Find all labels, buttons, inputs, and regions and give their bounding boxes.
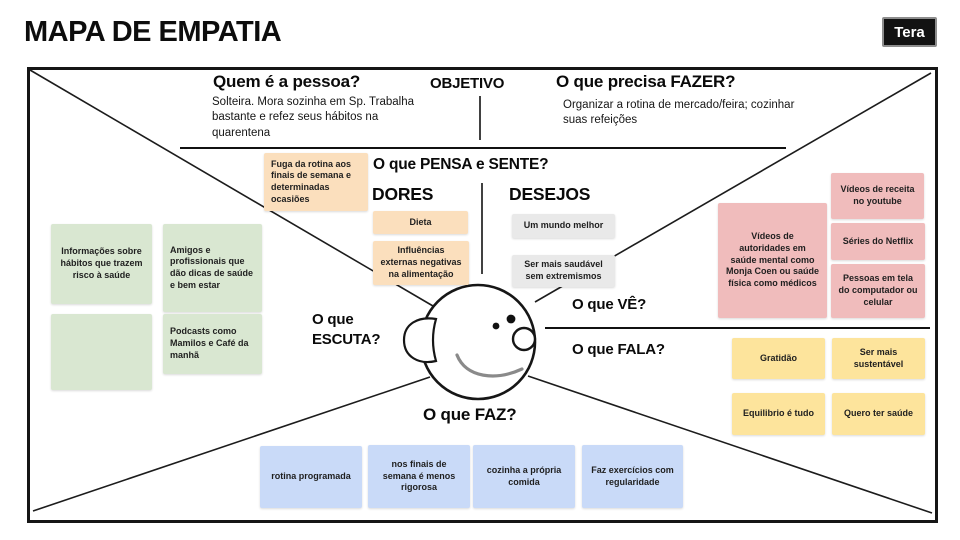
needs-to-do-description: Organizar a rotina de mercado/feira; cozinhar suas refeições	[563, 99, 795, 127]
sticky-note-hears[interactable]: Amigos e profissionais que dão dicas de saúde e bem estar	[163, 224, 262, 312]
section-title-sees: O que VÊ?	[572, 296, 647, 313]
section-title-who: Quem é a pessoa?	[213, 72, 361, 91]
who-description: Solteira. Mora sozinha em Sp. Trabalha bastante e refez seus hábitos na quarentena	[212, 96, 414, 139]
section-title-says: O que FALA?	[572, 341, 665, 358]
sticky-note-hears[interactable]: Podcasts como Mamilos e Café da manhã	[163, 314, 262, 374]
tera-logo: Tera	[882, 17, 937, 47]
sticky-note-hears-empty[interactable]	[51, 314, 152, 390]
section-title-objective: OBJETIVO	[430, 75, 505, 92]
sticky-note-sees[interactable]: Pessoas em tela do computador ou celular	[831, 264, 925, 318]
sticky-note-hears[interactable]: Informações sobre hábitos que trazem risco à saúde	[51, 224, 152, 304]
sticky-note-desire[interactable]: Ser mais saudável sem extremismos	[512, 255, 615, 287]
sticky-note-does[interactable]: Faz exercícios com regularidade	[582, 445, 683, 508]
page-title: MAPA DE EMPATIA	[24, 16, 282, 48]
section-title-pains: DORES	[372, 184, 434, 204]
section-title-needs-to-do: O que precisa FAZER?	[556, 72, 736, 91]
section-title-desires: DESEJOS	[509, 184, 591, 204]
sticky-note-sees[interactable]: Séries do Netflix	[831, 223, 925, 260]
face-ear-icon	[404, 318, 436, 362]
sticky-note-does[interactable]: rotina programada	[260, 446, 362, 508]
sticky-note-sees[interactable]: Vídeos de receita no youtube	[831, 173, 924, 219]
sticky-note-pain[interactable]: Fuga da rotina aos finais de semana e determinadas ocasiões	[264, 153, 368, 211]
sticky-note-says[interactable]: Equilibrio é tudo	[732, 393, 825, 435]
sticky-note-desire[interactable]: Um mundo melhor	[512, 214, 615, 238]
sticky-note-says[interactable]: Gratidão	[732, 338, 825, 379]
sticky-note-does[interactable]: cozinha a própria comida	[473, 445, 575, 508]
section-title-hears: O que ESCUTA?	[312, 311, 381, 348]
face-eye-left	[493, 323, 500, 330]
section-title-thinks-feels: O que PENSA e SENTE?	[373, 156, 549, 173]
face-nose	[513, 328, 535, 350]
sticky-note-does[interactable]: nos finais de semana é menos rigorosa	[368, 445, 470, 508]
sticky-note-says[interactable]: Quero ter saúde	[832, 393, 925, 435]
face-eye-right	[507, 315, 516, 324]
sticky-note-pain[interactable]: Dieta	[373, 211, 468, 234]
sticky-note-says[interactable]: Ser mais sustentável	[832, 338, 925, 379]
section-title-does: O que FAZ?	[423, 405, 517, 424]
sticky-note-sees[interactable]: Vídeos de autoridades em saúde mental como Monja Coen ou saúde física como médicos	[718, 203, 827, 318]
sticky-note-pain[interactable]: Influências externas negativas na alimentação	[373, 241, 469, 285]
face-illustration	[404, 285, 535, 399]
